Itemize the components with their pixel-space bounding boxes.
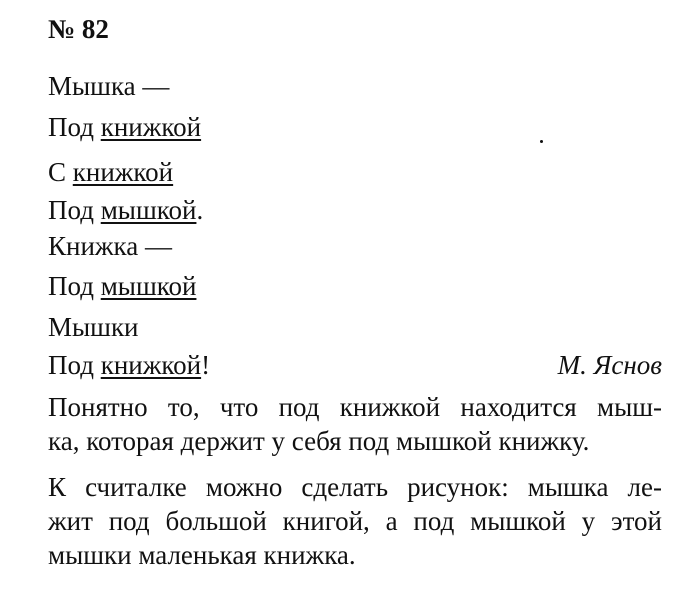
poem-line-2 [48,111,201,143]
poem-author: М. Яснов [557,350,662,380]
poem-line-1 [48,70,169,102]
poem-text: Под [48,112,101,142]
poem-line-7 [48,311,139,343]
poem-text: ! [201,350,211,380]
underlined-word: мышкой [100,271,197,301]
poem-line-8 [48,349,210,381]
poem-text: . [196,195,204,225]
underlined-word: книжкой [72,157,174,187]
poem-text: Под [48,350,101,380]
exercise-number: № 82 [48,14,109,44]
paragraph-line: К считалке можно сделать рисунок: мышка ле- [48,472,662,502]
paragraph-line: мышки маленькая книжка. [48,540,356,570]
paragraph-line: жит под большой книгой, а под мышкой у этой [48,506,662,536]
poem-text: Под [48,271,101,301]
poem-line-5 [48,230,172,262]
poem-line-6 [48,270,196,302]
poem-line-3 [48,156,173,188]
underlined-word: мышкой [100,195,197,225]
poem-line-4 [48,194,203,226]
underlined-word: книжкой [100,350,202,380]
poem-text: Книжка — [48,231,173,261]
poem-text: С [48,157,73,187]
underlined-word: книжкой [100,112,202,142]
explanation-paragraph [48,390,662,458]
print-speck [540,140,543,143]
poem-text: Мышки [48,312,139,342]
paragraph-line: Понятно то, что под книжкой находится мыш- [48,392,662,422]
poem-text: Под [48,195,101,225]
poem-text: Мышка — [48,71,170,101]
drawing-paragraph [48,470,662,572]
paragraph-line: ка, которая держит у себя под мышкой книжку. [48,426,590,456]
